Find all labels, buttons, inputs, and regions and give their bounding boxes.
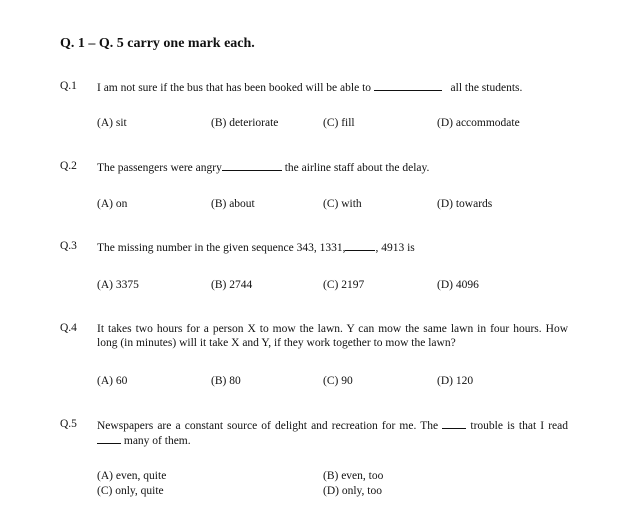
question-3-number: Q.3 [60,240,77,252]
question-5-text [97,418,568,448]
question-5-option-a: (A) even, quite [97,470,167,482]
question-3-text [97,240,415,254]
question-3-option-a: (A) 3375 [97,279,139,291]
question-1-option-b: (B) deteriorate [211,117,279,129]
question-5-number: Q.5 [60,418,77,430]
question-3-option-d: (D) 4096 [437,279,479,291]
question-2-text-before: The passengers were angry [97,162,222,174]
answer-blank [97,433,121,444]
question-5-option-c: (C) only, quite [97,485,164,497]
question-1-number: Q.1 [60,80,77,92]
question-5-option-b: (B) even, too [323,470,384,482]
question-4-option-a: (A) 60 [97,375,128,387]
question-2-text-after: the airline staff about the delay. [284,162,430,174]
question-1-option-a: (A) sit [97,117,127,129]
question-4-number: Q.4 [60,322,77,334]
question-1-text [97,80,522,94]
question-2-option-c: (C) with [323,198,362,210]
question-4-option-c: (C) 90 [323,375,353,387]
answer-blank [442,418,466,429]
question-5-text-part3: many of them. [123,435,191,447]
question-2-option-d: (D) towards [437,198,493,210]
question-1-text-before: I am not sure if the bus that has been booked will be able to [97,82,372,94]
question-2-option-a: (A) on [97,198,128,210]
section-heading: Q. 1 – Q. 5 carry one mark each. [60,36,255,51]
question-3-text-after: , 4913 is [375,242,415,254]
question-5-text-part1: Newspapers are a constant source of delight and recreation for me. The [97,420,439,432]
question-1-option-c: (C) fill [323,117,355,129]
question-3-text-before: The missing number in the given sequence 343, 1331, [97,242,346,254]
question-4-option-d: (D) 120 [437,375,474,387]
question-2-number: Q.2 [60,160,77,172]
answer-blank [345,240,375,251]
question-4-text: It takes two hours for a person X to mow the lawn. Y can mow the same lawn in four hours. How long (in minutes) will it take X and Y, if they work together to mow the lawn? [97,323,568,349]
question-5-text-part2: trouble is that I read [470,420,569,432]
answer-blank [374,80,442,91]
question-3-option-b: (B) 2744 [211,279,253,291]
answer-blank [222,160,282,171]
question-3-option-c: (C) 2197 [323,279,365,291]
question-4-option-b: (B) 80 [211,375,241,387]
question-2-text [97,160,429,174]
question-2-option-b: (B) about [211,198,255,210]
question-1-text-after: all the students. [450,82,523,94]
question-1-option-d: (D) accommodate [437,117,520,129]
question-5-option-d: (D) only, too [323,485,382,497]
